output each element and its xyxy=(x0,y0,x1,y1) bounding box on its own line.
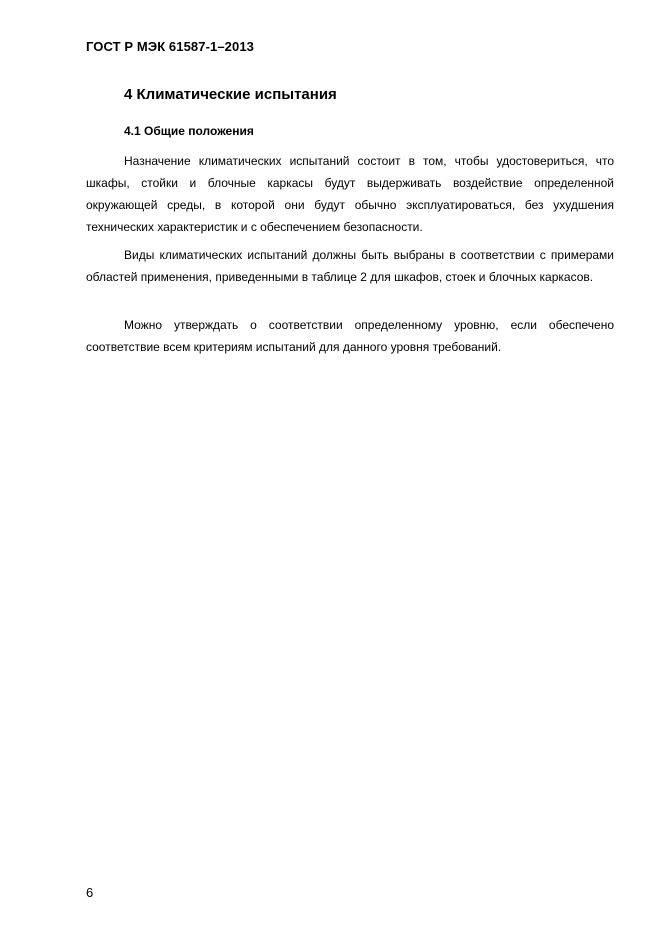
document-code-header: ГОСТ Р МЭК 61587-1–2013 xyxy=(86,39,254,54)
section-title: 4 Климатические испытания xyxy=(124,86,337,103)
paragraph-purpose: Назначение климатических испытаний состоит в том, чтобы удостовериться, что шкафы, стойки и блочные каркасы будут выдерживать воздействие определенной окружающей среды, в которой они будут обычно эксплуатироваться, без ухудшения технических характеристик и с обеспечением безопасности. xyxy=(86,154,614,234)
paragraph-compliance: Можно утверждать о соответствии определенному уровню, если обеспечено соответствие всем критериям испытаний для данного уровня требований. xyxy=(86,318,614,354)
subsection-title: 4.1 Общие положения xyxy=(124,124,254,138)
paragraph-test-selection: Виды климатических испытаний должны быть выбраны в соответствии с примерами областей применения, приведенными в таблице 2 для шкафов, стоек и блочных каркасов. xyxy=(86,248,614,284)
page-number: 6 xyxy=(86,885,94,900)
